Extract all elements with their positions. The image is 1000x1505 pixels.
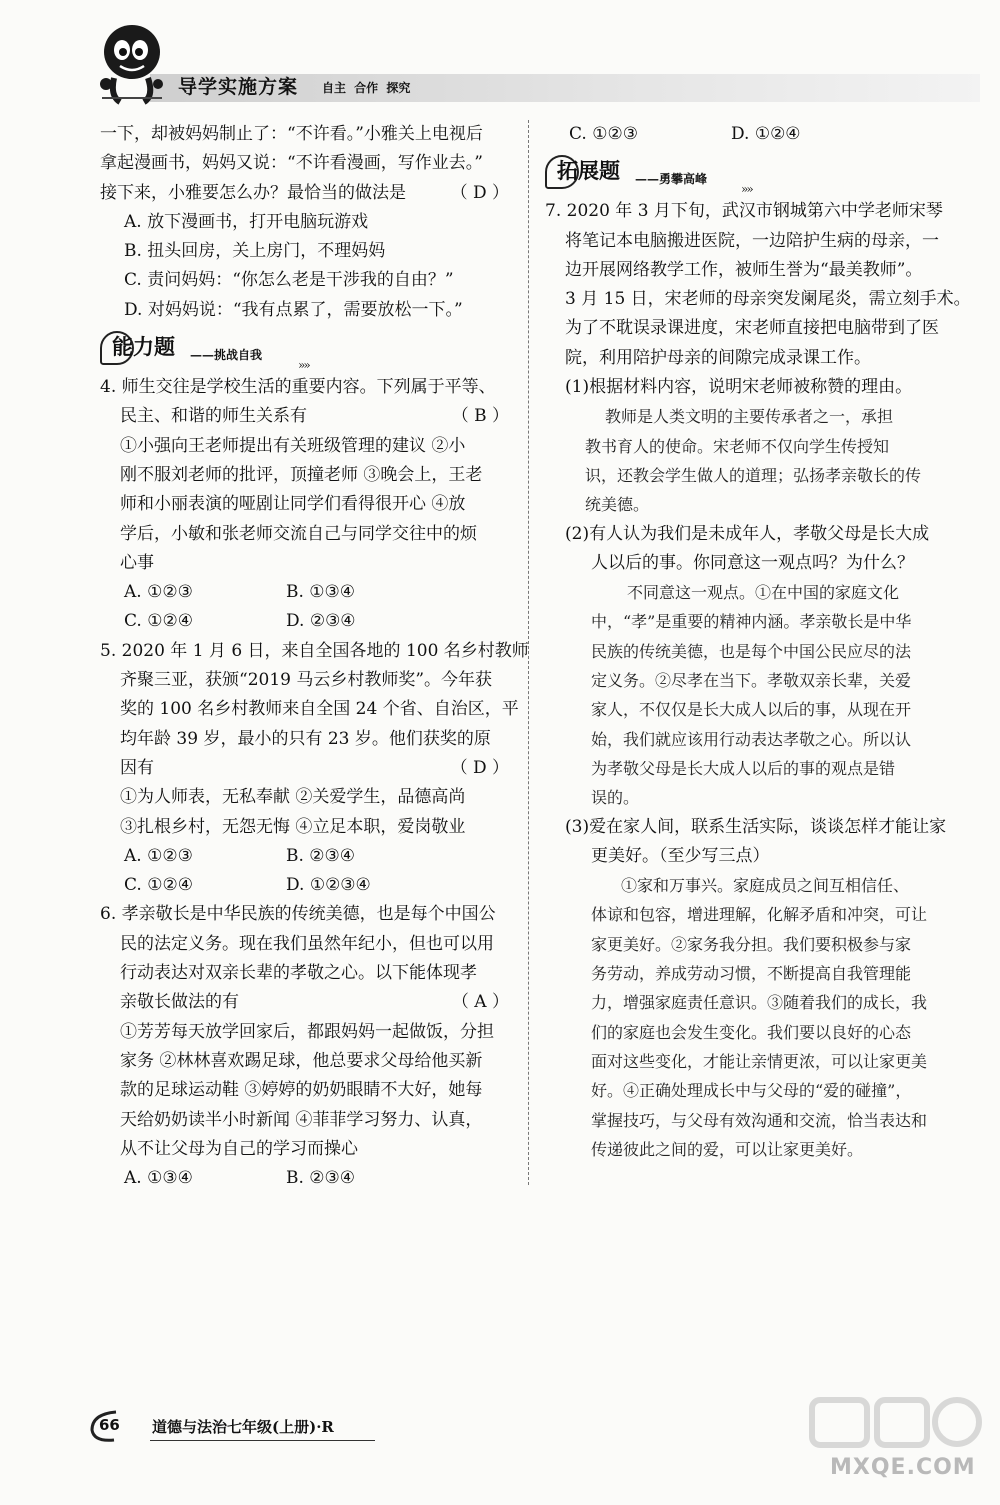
q4-stem-last xyxy=(100,402,515,431)
q3-option-b: B. 扭头回房，关上房门，不理妈妈 xyxy=(124,241,386,262)
q6-line: 行动表达对双亲长辈的孝敬之心。以下能体现孝 xyxy=(120,963,477,984)
q5-line: 均年龄 39 岁，最小的只有 23 岁。他们获奖的原 xyxy=(120,728,491,749)
answer-line: 务劳动，养成劳动习惯，不断提高自我管理能 xyxy=(591,964,912,984)
q5-options-row xyxy=(100,871,515,900)
arrow-icon: »» xyxy=(741,182,752,197)
q6-line: 民的法定义务。现在我们虽然年纪小，但也可以用 xyxy=(120,933,494,954)
q7-line: 边开展网络教学工作，被师生誉为“最美教师”。 xyxy=(565,259,923,280)
q7-line: 将笔记本电脑搬进医院，一边陪护生病的母亲，一 xyxy=(565,230,939,251)
q3-option-c: C. 责问妈妈：“你怎么老是干涉我的自由？” xyxy=(124,270,454,291)
answer-line: 统美德。 xyxy=(585,495,650,515)
header-title: 导学实施方案 xyxy=(178,76,299,98)
watermark-text: MXQE.COM xyxy=(830,1455,976,1480)
section-header-ability xyxy=(100,329,515,373)
footer-rule xyxy=(150,1440,375,1441)
q4-option-a: A. ①②③ xyxy=(124,582,193,603)
q6-option-a: A. ①③④ xyxy=(124,1168,193,1189)
q6-line: 从不让父母为自己的学习而操心 xyxy=(120,1138,358,1159)
q6-options-row xyxy=(100,1164,515,1193)
q3-line: 拿起漫画书，妈妈又说：“不许看漫画，写作业去。” xyxy=(100,153,483,174)
q3-stem-last xyxy=(100,179,515,208)
q6-line: 款的足球运动鞋 ③婷婷的奶奶眼睛不大好，她每 xyxy=(120,1080,483,1101)
q3-line: 接下来，小雅要怎么办？最恰当的做法是 xyxy=(100,182,406,203)
page-header xyxy=(0,0,1000,110)
q4-line: ①小强向王老师提出有关班级管理的建议 ②小 xyxy=(120,435,466,456)
answer-line: 民族的传统美德，也是每个中国公民应尽的法 xyxy=(591,641,912,661)
q6-line: 家务 ②林林喜欢踢足球，他总要求父母给他买新 xyxy=(120,1050,483,1071)
q5-options-row xyxy=(100,842,515,871)
arrow-icon: »» xyxy=(298,358,309,373)
q7-sub2-answer xyxy=(545,578,975,812)
q3-line: 一下，却被妈妈制止了：“不许看。”小雅关上电视后 xyxy=(100,124,483,144)
q7-sub2: (2)有人认为我们是未成年人，孝敬父母是长大成 xyxy=(565,523,930,544)
q5-stem-last xyxy=(100,754,515,783)
q5-line: 齐聚三亚，获颁“2019 马云乡村教师奖”。今年获 xyxy=(120,670,493,691)
section-title: 拓展题 xyxy=(557,159,620,184)
answer-line: 教师是人类文明的主要传承者之一，承担 xyxy=(605,407,894,427)
q6-line: 6. 孝亲敬长是中华民族的传统美德，也是每个中国公 xyxy=(100,904,496,925)
q6-option-c: C. ①②③ xyxy=(569,124,638,144)
q5-line: 奖的 100 名乡村教师来自全国 24 个省、自治区，平 xyxy=(120,699,519,720)
q6-option-d: D. ①②④ xyxy=(731,124,801,144)
q6-line: 亲敬长做法的有 xyxy=(120,992,239,1013)
answer-line: 掌握技巧，与父母有效沟通和交流，恰当表达和 xyxy=(591,1110,928,1130)
book-title: 道德与法治七年级(上册)·R xyxy=(152,1418,334,1436)
section-subtitle: ——挑战自我 xyxy=(190,348,263,363)
answer-line: 好。④正确处理成长中与父母的“爱的碰撞”， xyxy=(591,1081,912,1101)
q4-option-c: C. ①②④ xyxy=(124,611,193,632)
q6-line: 天给奶奶读半小时新闻 ④菲菲学习努力、认真， xyxy=(120,1109,483,1130)
answer-line: ①家和万事兴。家庭成员之间互相信任、 xyxy=(621,876,910,896)
q6-line: ①芳芳每天放学回家后，都跟妈妈一起做饭，分担 xyxy=(120,1021,494,1042)
q4-options-row xyxy=(100,578,515,607)
right-column xyxy=(545,120,975,1164)
q6-options-row xyxy=(545,120,975,149)
answer-line: 们的家庭也会发生变化。我们要以良好的心态 xyxy=(591,1022,912,1042)
answer-line: 不同意这一观点。①在中国的家庭文化 xyxy=(627,583,900,603)
answer-line: 面对这些变化，才能让亲情更浓，可以让家更美 xyxy=(591,1051,928,1071)
section-subtitle: ——勇攀高峰 xyxy=(635,172,708,187)
answer-line: 力，增强家庭责任意识。③随着我们的成长，我 xyxy=(591,993,928,1013)
section-title: 能力题 xyxy=(112,335,175,360)
answer-line: 始，我们就应该用行动表达孝敬之心。所以认 xyxy=(591,729,912,749)
answer-line: 为孝敬父母是长大成人以后的事的观点是错 xyxy=(591,758,896,778)
q4-line: 心事 xyxy=(120,552,154,573)
q7-line: 院，利用陪护母亲的间隙完成录课工作。 xyxy=(565,347,871,368)
q4-line: 师和小丽表演的哑剧让同学们看得很开心 ④放 xyxy=(120,494,466,515)
q7-sub1-answer xyxy=(545,402,975,519)
q6-stem-last xyxy=(100,988,515,1017)
answer-line: 定义务。②尽孝在当下。孝敬双亲长辈，关爱 xyxy=(591,671,912,691)
q6-answer: （ A ） xyxy=(451,992,509,1013)
q3-option-a: A. 放下漫画书，打开电脑玩游戏 xyxy=(124,211,369,232)
q4-line: 4. 师生交往是学校生活的重要内容。下列属于平等、 xyxy=(100,377,496,398)
watermark-logo xyxy=(792,1390,992,1500)
q4-line: 民主、和谐的师生关系有 xyxy=(120,406,307,427)
q4-line: 学后，小敏和张老师交流自己与同学交往中的烦 xyxy=(120,523,477,544)
q4-options-row xyxy=(100,607,515,636)
q5-option-c: C. ①②④ xyxy=(124,875,193,896)
answer-line: 教书育人的使命。宋老师不仅向学生传授知 xyxy=(585,436,890,456)
q7-sub2: 人以后的事。你同意这一观点吗？为什么？ xyxy=(591,552,914,573)
answer-line: 体谅和包容，增进理解，化解矛盾和冲突，可让 xyxy=(591,905,928,925)
answer-line: 家更美好。②家务我分担。我们要积极参与家 xyxy=(591,934,912,954)
q7-sub3: (3)爱在家人间，联系生活实际，谈谈怎样才能让家 xyxy=(565,816,947,837)
q4-answer: （ B ） xyxy=(451,406,509,427)
left-column xyxy=(100,120,529,1193)
q7-sub1: (1)根据材料内容，说明宋老师被称赞的理由。 xyxy=(565,377,913,398)
q5-line: ①为人师表，无私奉献 ②关爱学生，品德高尚 xyxy=(120,787,466,808)
q7-sub3: 更美好。（至少写三点） xyxy=(591,845,770,866)
q7-sub3-answer xyxy=(545,871,975,1164)
q5-line: ③扎根乡村，无怨无悔 ④立足本职，爱岗敬业 xyxy=(120,816,466,837)
q5-option-b: B. ②③④ xyxy=(286,845,356,866)
q5-line: 因有 xyxy=(120,757,154,778)
mascot-icon xyxy=(92,18,170,106)
q4-option-d: D. ②③④ xyxy=(286,611,356,632)
answer-line: 家人，不仅仅是长大成人以后的事，从现在开 xyxy=(591,700,912,720)
q5-answer: （ D ） xyxy=(450,757,509,778)
answer-line: 传递彼此之间的爱，可以让家更美好。 xyxy=(591,1139,864,1159)
q6-option-b: B. ②③④ xyxy=(286,1168,356,1189)
q7-line: 7. 2020 年 3 月下旬，武汉市钢城第六中学老师宋琴 xyxy=(545,201,943,222)
answer-line: 中，“孝”是重要的精神内涵。孝亲敬长是中华 xyxy=(591,612,912,632)
q5-option-d: D. ①②③④ xyxy=(286,875,371,896)
q3-answer: （ D ） xyxy=(450,182,509,203)
q5-option-a: A. ①②③ xyxy=(124,845,193,866)
q7-line: 为了不耽误录课进度，宋老师直接把电脑带到了医 xyxy=(565,318,939,339)
page-number: 66 xyxy=(99,1416,120,1434)
q5-line: 5. 2020 年 1 月 6 日，来自全国各地的 100 名乡村教师 xyxy=(100,640,529,661)
q4-line: 刚不服刘老师的批评，顶撞老师 ③晚会上，王老 xyxy=(120,464,483,485)
header-subtitle: 自主 合作 探究 xyxy=(322,81,411,95)
q4-option-b: B. ①③④ xyxy=(286,582,356,603)
answer-line: 误的。 xyxy=(591,788,640,808)
q3-option-d: D. 对妈妈说：“我有点累了，需要放松一下。” xyxy=(124,299,463,320)
section-header-extension xyxy=(545,153,975,197)
q7-line: 3 月 15 日，宋老师的母亲突发阑尾炎，需立刻手术。 xyxy=(565,289,971,310)
answer-line: 识，还教会学生做人的道理；弘扬孝亲敬长的传 xyxy=(585,465,922,485)
